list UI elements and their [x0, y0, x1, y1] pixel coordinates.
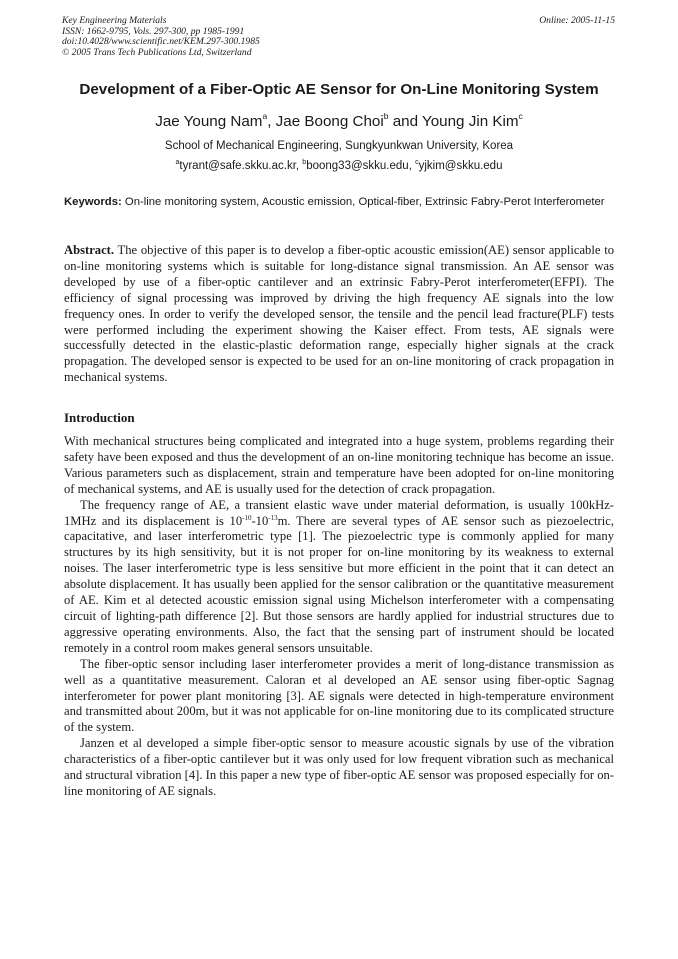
author-separator: and [388, 113, 422, 130]
paragraph-text: The frequency range of AE, a transient elastic wave under material deformation, is usually 100kHz-1MHz and its displacement is 10 [64, 497, 614, 528]
email-marker: b [302, 159, 307, 166]
email-list [40, 160, 638, 172]
email-link[interactable]: tyrant@safe.skku.ac.kr [179, 160, 296, 172]
exponent: -10 [242, 513, 252, 522]
paragraph: With mechanical structures being complicated and integrated into a huge system, problems regarding their safety have been exposed and thus the development of an on-line monitoring technique has become an issue. Various parameters such as displacement, strain and temperature have been adopted for on-line monitoring of mechanical systems, and AE is usually used for the detection of crack propagation. [64, 434, 614, 496]
author-affil-marker: b [383, 111, 389, 121]
author-name: Jae Young Nam [155, 113, 263, 130]
email-marker: c [415, 159, 419, 166]
journal-header [62, 16, 615, 58]
paper-title: Development of a Fiber-Optic AE Sensor for On-Line Monitoring System [79, 81, 599, 98]
keywords-text: On-line monitoring system, Acoustic emission, Optical-fiber, Extrinsic Fabry-Perot Interferometer [121, 196, 605, 208]
paragraph [64, 498, 614, 657]
paragraph: Janzen et al developed a simple fiber-optic sensor to measure acoustic signals by use of the vibration characteristics of a fiber-optic cantilever but it was only used for low frequent vibration such as mechanical and structural vibration [4]. In this paper a new type of fiber-optic AE sensor was proposed especially for on-line monitoring of AE signals. [64, 736, 614, 798]
paragraph-text: -10 [251, 513, 269, 528]
doi-line[interactable]: doi:10.4028/www.scientific.net/KEM.297-300.1985 [62, 36, 260, 48]
email-link[interactable]: boong33@skku.edu [306, 160, 409, 172]
author-separator: , [267, 113, 276, 130]
email-separator: , [408, 160, 416, 172]
email-separator: , [295, 160, 303, 172]
issn-line: ISSN: 1662-9795, Vols. 297-300, pp 1985-1991 [62, 25, 245, 37]
introduction-body [64, 434, 614, 800]
abstract-block [64, 243, 614, 386]
author-name: Jae Boong Choi [275, 113, 384, 130]
paragraph-text: m. There are several types of AE sensor such as piezoelectric, capacitative, and laser interferometric type [1]. The piezoelectric type is commonly applied for many structures by its high sensitivity, but it is not proper for on-line monitoring by its weakness to external noises. The laser interferometric type is less sensitive but more efficient in the point that it can detect an absolute displacement. It has usually been applied for the sensor calibration or the quantitative measurement of AE. Kim et al detected acoustic emission signal using Michelson interferometer with a compensating circuit of lighting-path difference [2]. But those sensors are hardly applied for industrial structures due to aggressive operating environments. Also, the fact that the sensing part of instrument should be located remotely in a control room makes general sensors unsuitable. [64, 513, 614, 655]
author-affil-marker: c [518, 111, 523, 121]
online-date: Online: 2005-11-15 [539, 15, 615, 26]
journal-name: Key Engineering Materials [62, 15, 167, 26]
abstract-text: The objective of this paper is to develop a fiber-optic acoustic emission(AE) sensor applicable to on-line monitoring systems which is suitable for long-distance signal transmission. An AE sensor was developed by use of a fiber-optic cantilever and an extrinsic Fabry-Perot interferometer(EFPI). The efficiency of signal processing was improved by driving the high frequency AE signals into the low frequency ones. In order to verify the developed sensor, the tensile and the pencil lead fracture(PLF) tests were performed including the experiment showing the Kaiser effect. From tests, AE signals were successfully detected in the elastic-plastic deformation range, especially higher signals at the crack propagation. The developed sensor is expected to be used for an on-line monitoring of crack propagation in mechanical systems. [64, 243, 614, 385]
keywords-block [64, 195, 614, 210]
section-heading: Introduction [64, 410, 135, 425]
author-name: Young Jin Kim [421, 113, 519, 130]
author-affil-marker: a [262, 111, 268, 121]
email-marker: a [175, 159, 180, 166]
author-list [40, 113, 638, 130]
paragraph: The fiber-optic sensor including laser interferometer provides a merit of long-distance transmission as well as a quantitative measurement. Caloran et al developed an AE sensor using fiber-optic Sagnag interferometer for power plant monitoring [3]. AE signals were detected in high-temperature environment and transmitted about 200m, but it was not applicable for on-line monitoring due to its complicated structure of the system. [64, 656, 614, 735]
affiliation: School of Mechanical Engineering, Sungkyunkwan University, Korea [164, 140, 514, 152]
copyright-line: © 2005 Trans Tech Publications Ltd, Switzerland [62, 46, 252, 58]
abstract-label: Abstract. [64, 243, 115, 257]
keywords-label: Keywords: [64, 196, 122, 208]
email-link[interactable]: yjkim@skku.edu [418, 160, 503, 172]
exponent: -13 [268, 513, 278, 522]
